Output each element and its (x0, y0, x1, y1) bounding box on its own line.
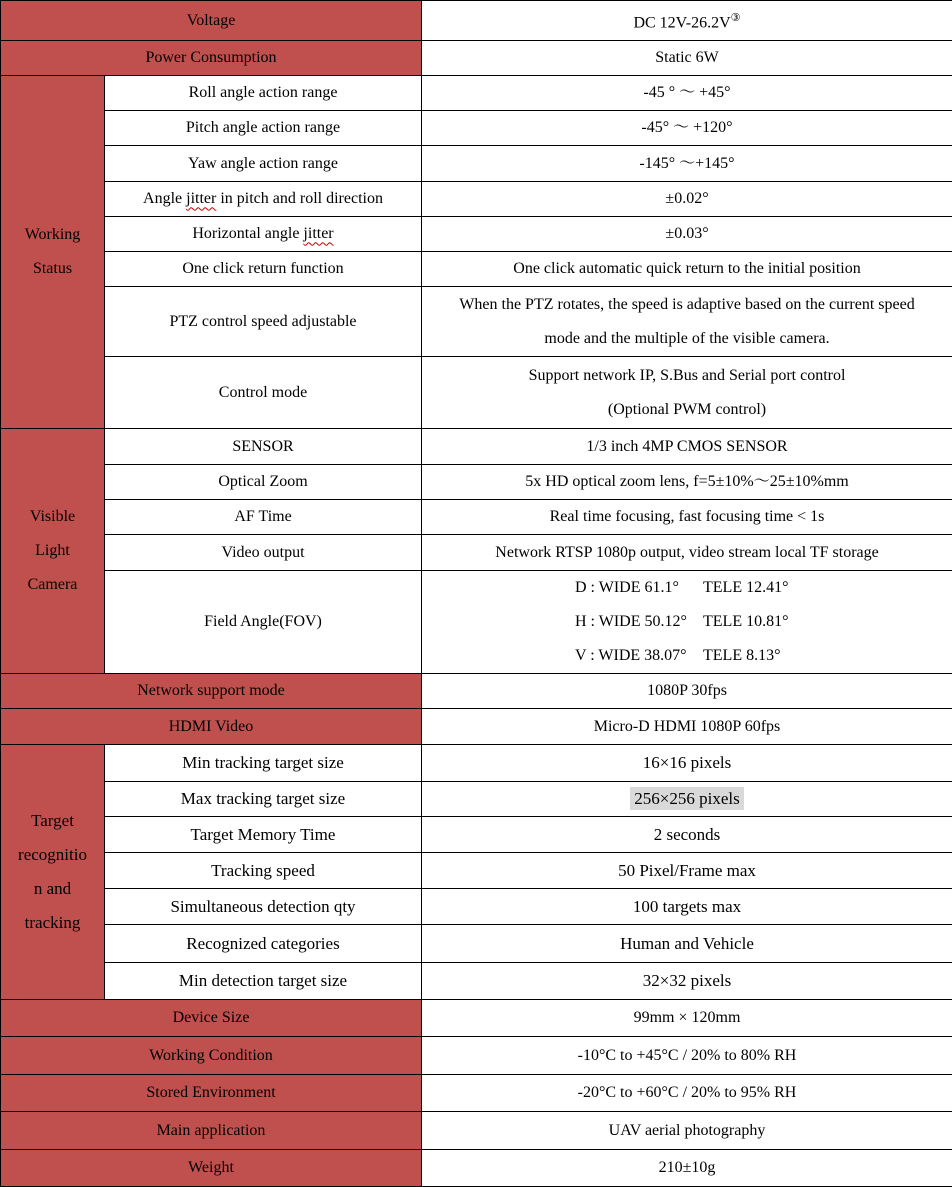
stored-environment-label: Stored Environment (1, 1075, 422, 1112)
table-row (1, 146, 952, 182)
table-row (1, 674, 952, 709)
yaw-range-value: -145° ～+145° (422, 146, 952, 182)
table-row (1, 1000, 952, 1037)
memory-time-value: 2 seconds (422, 817, 952, 853)
ptz-speed-value: When the PTZ rotates, the speed is adaptive based on the current speed mode and the multiple of the visible camera. (422, 287, 952, 357)
optical-zoom-label: Optical Zoom (105, 465, 422, 500)
control-mode-value: Support network IP, S.Bus and Serial port control (Optional PWM control) (422, 357, 952, 429)
table-row (1, 745, 952, 782)
table-row (1, 357, 952, 429)
device-size-label: Device Size (1, 1000, 422, 1037)
af-time-label: AF Time (105, 500, 422, 535)
table-row (1, 1037, 952, 1075)
af-time-value: Real time focusing, fast focusing time < 1s (422, 500, 952, 535)
max-tracking-size-label: Max tracking target size (105, 782, 422, 817)
hdmi-video-label: HDMI Video (1, 709, 422, 745)
table-row (1, 465, 952, 500)
table-row (1, 500, 952, 535)
weight-value: 210±10g (422, 1150, 952, 1187)
table-row (1, 111, 952, 146)
fov-label: Field Angle(FOV) (105, 571, 422, 674)
table-row (1, 1150, 952, 1187)
table-row (1, 571, 952, 674)
min-tracking-size-value: 16×16 pixels (422, 745, 952, 782)
sensor-value: 1/3 inch 4MP CMOS SENSOR (422, 429, 952, 465)
pitch-range-label: Pitch angle action range (105, 111, 422, 146)
ptz-speed-label: PTZ control speed adjustable (105, 287, 422, 357)
video-output-label: Video output (105, 535, 422, 571)
table-row (1, 1112, 952, 1150)
network-mode-value: 1080P 30fps (422, 674, 952, 709)
working-condition-label: Working Condition (1, 1037, 422, 1075)
highlighted-text: 256×256 pixels (630, 787, 743, 810)
one-click-return-label: One click return function (105, 252, 422, 287)
one-click-return-value: One click automatic quick return to the initial position (422, 252, 952, 287)
simultaneous-detection-value: 100 targets max (422, 889, 952, 925)
fov-line-h: H : WIDE 50.12° TELE 10.81° (426, 605, 948, 639)
table-row (1, 1, 952, 41)
table-row (1, 182, 952, 217)
yaw-range-label: Yaw angle action range (105, 146, 422, 182)
voltage-label: Voltage (1, 1, 422, 41)
working-status-group-label: Working Status (1, 76, 105, 429)
stored-environment-value: -20°C to +60°C / 20% to 95% RH (422, 1075, 952, 1112)
memory-time-label: Target Memory Time (105, 817, 422, 853)
pitch-roll-jitter-label: Angle jitter in pitch and roll direction (105, 182, 422, 217)
device-size-value: 99mm × 120mm (422, 1000, 952, 1037)
table-row (1, 535, 952, 571)
pitch-range-value: -45° ～ +120° (422, 111, 952, 146)
table-row (1, 709, 952, 745)
power-consumption-value: Static 6W (422, 41, 952, 76)
roll-range-value: -45 ° ～ +45° (422, 76, 952, 111)
table-row (1, 429, 952, 465)
table-row (1, 287, 952, 357)
simultaneous-detection-label: Simultaneous detection qty (105, 889, 422, 925)
table-row (1, 217, 952, 252)
table-row (1, 925, 952, 963)
main-application-value: UAV aerial photography (422, 1112, 952, 1150)
fov-line-d: D : WIDE 61.1° TELE 12.41° (426, 571, 948, 605)
optical-zoom-value: 5x HD optical zoom lens, f=5±10%～25±10%mm (422, 465, 952, 500)
table-row (1, 853, 952, 889)
hdmi-video-value: Micro-D HDMI 1080P 60fps (422, 709, 952, 745)
visible-light-group-label: Visible Light Camera (1, 429, 105, 674)
video-output-value: Network RTSP 1080p output, video stream local TF storage (422, 535, 952, 571)
tracking-speed-label: Tracking speed (105, 853, 422, 889)
fov-value (422, 571, 952, 674)
recognized-categories-value: Human and Vehicle (422, 925, 952, 963)
max-tracking-size-value (422, 782, 952, 817)
table-row (1, 41, 952, 76)
tracking-group-label: Target recognitio n and tracking (1, 745, 105, 1000)
control-mode-label: Control mode (105, 357, 422, 429)
power-consumption-label: Power Consumption (1, 41, 422, 76)
fov-line-v: V : WIDE 38.07° TELE 8.13° (426, 639, 948, 673)
pitch-roll-jitter-value: ±0.02° (422, 182, 952, 217)
table-row (1, 889, 952, 925)
horizontal-jitter-value: ±0.03° (422, 217, 952, 252)
sensor-label: SENSOR (105, 429, 422, 465)
table-row (1, 1075, 952, 1112)
network-mode-label: Network support mode (1, 674, 422, 709)
table-row (1, 252, 952, 287)
table-row (1, 817, 952, 853)
table-row (1, 76, 952, 111)
horizontal-jitter-label: Horizontal angle jitter (105, 217, 422, 252)
min-tracking-size-label: Min tracking target size (105, 745, 422, 782)
min-detection-size-label: Min detection target size (105, 963, 422, 1000)
working-condition-value: -10°C to +45°C / 20% to 80% RH (422, 1037, 952, 1075)
roll-range-label: Roll angle action range (105, 76, 422, 111)
tracking-speed-value: 50 Pixel/Frame max (422, 853, 952, 889)
table-row (1, 963, 952, 1000)
voltage-value: DC 12V-26.2V③ (422, 1, 952, 41)
weight-label: Weight (1, 1150, 422, 1187)
table-row (1, 782, 952, 817)
main-application-label: Main application (1, 1112, 422, 1150)
min-detection-size-value: 32×32 pixels (422, 963, 952, 1000)
recognized-categories-label: Recognized categories (105, 925, 422, 963)
